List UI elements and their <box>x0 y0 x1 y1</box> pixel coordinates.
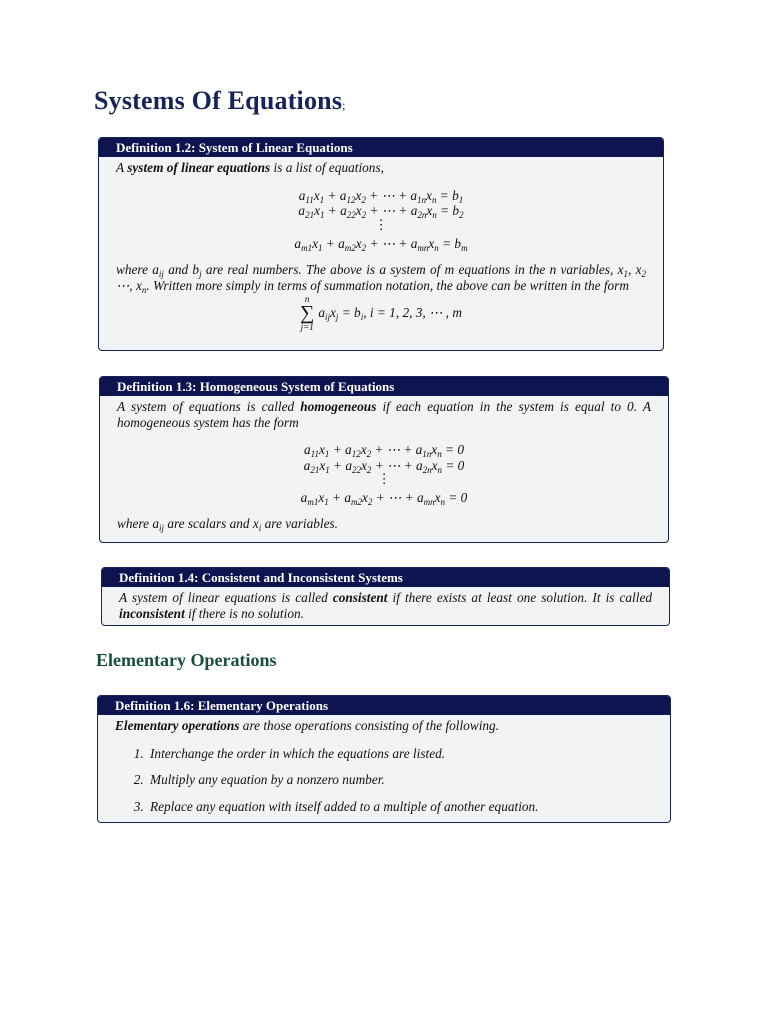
definition-1-3-heading: Definition 1.3: Homogeneous System of Equations <box>100 377 668 396</box>
vertical-ellipsis: ⋮ <box>374 216 388 232</box>
list-item: 3. Replace any equation with itself added to a multiple of another equation. <box>147 799 653 815</box>
elementary-operations-list <box>115 746 653 815</box>
homogeneous-system-equations <box>117 442 651 506</box>
definition-1-4-heading: Definition 1.4: Consistent and Inconsistent Systems <box>102 568 669 587</box>
definition-1-6-body <box>98 715 670 823</box>
definition-1-6-heading: Definition 1.6: Elementary Operations <box>98 696 670 715</box>
definition-1-3-body <box>100 396 668 537</box>
vertical-ellipsis: ⋮ <box>377 471 391 486</box>
definition-1-2-body <box>99 157 663 338</box>
definition-1-2-intro: A system of linear equations is a list of equations, <box>116 160 384 175</box>
definition-1-3-intro: A system of equations is called homogeneous if each equation in the system is equal to 0. A homogeneous system has the form <box>117 399 651 430</box>
definition-1-6-box <box>97 695 671 823</box>
definition-1-2-heading: Definition 1.2: System of Linear Equations <box>99 138 663 157</box>
homogeneous-row-m: $a_{m1}x_1 + a_{m2}x_2$ + ⋯ + $a_{mn}x_n = 0$ <box>300 490 468 507</box>
homogeneous-row-1: $a_{11}x_1 + a_{12}x_2$ + ⋯ + $a_{1n}x_n = 0$ <box>304 442 464 459</box>
definition-1-3-explanation: where $a_{ij}$ are scalars and $x_i$ are variables. <box>117 515 339 533</box>
homogeneous-row-2: $a_{21}x_1 + a_{22}x_2$ + ⋯ + $a_{2n}x_n = 0$ <box>303 457 465 475</box>
definition-1-4-box <box>101 567 670 626</box>
list-item: 2. Multiply any equation by a nonzero number. <box>147 772 653 788</box>
section-title-elementary-operations: Elementary Operations <box>96 650 277 670</box>
equation-row-m: $a_{m1}x_1 + a_{m2}x_2$ + ⋯ + $a_{mn}x_n = b_m$ <box>294 235 468 253</box>
list-item: 1. Interchange the order in which the equations are listed. <box>147 746 653 762</box>
title-mark: ; <box>342 98 346 112</box>
definition-1-4-body: A system of linear equations is called consistent if there exists at least one solution. It is called inconsistent if there is no solution. <box>119 590 652 621</box>
definition-1-3-box <box>99 376 669 543</box>
equation-row-2: $a_{21}x_1 + a_{22}x_2$ + ⋯ + $a_{2n}x_n = b_2$ <box>298 203 464 220</box>
page-title: Systems Of Equations; <box>94 86 346 115</box>
equation-row-1: $a_{11}x_1 + a_{12}x_2$ + ⋯ + $a_{1n}x_n = b_1$ <box>298 187 464 205</box>
definition-1-2-box <box>98 137 664 351</box>
linear-system-equations <box>116 188 646 252</box>
summation-formula: n ∑ j=1 $a_{ij}x_j = b_i$, i = 1, 2, 3, ⋯ , m <box>300 294 462 332</box>
definition-1-2-explanation: where $a_{ij}$ and $b_j$ are real numbers. The above is a system of m equations in the n variables, $x_1$, $x_2$ ⋯, $x_n$. Written more simply in terms of summation notation, the above can be written in the form <box>116 262 646 295</box>
sigma-symbol: n ∑ j=1 <box>300 294 315 332</box>
definition-1-6-intro: Elementary operations are those operations consisting of the following. <box>115 718 500 733</box>
